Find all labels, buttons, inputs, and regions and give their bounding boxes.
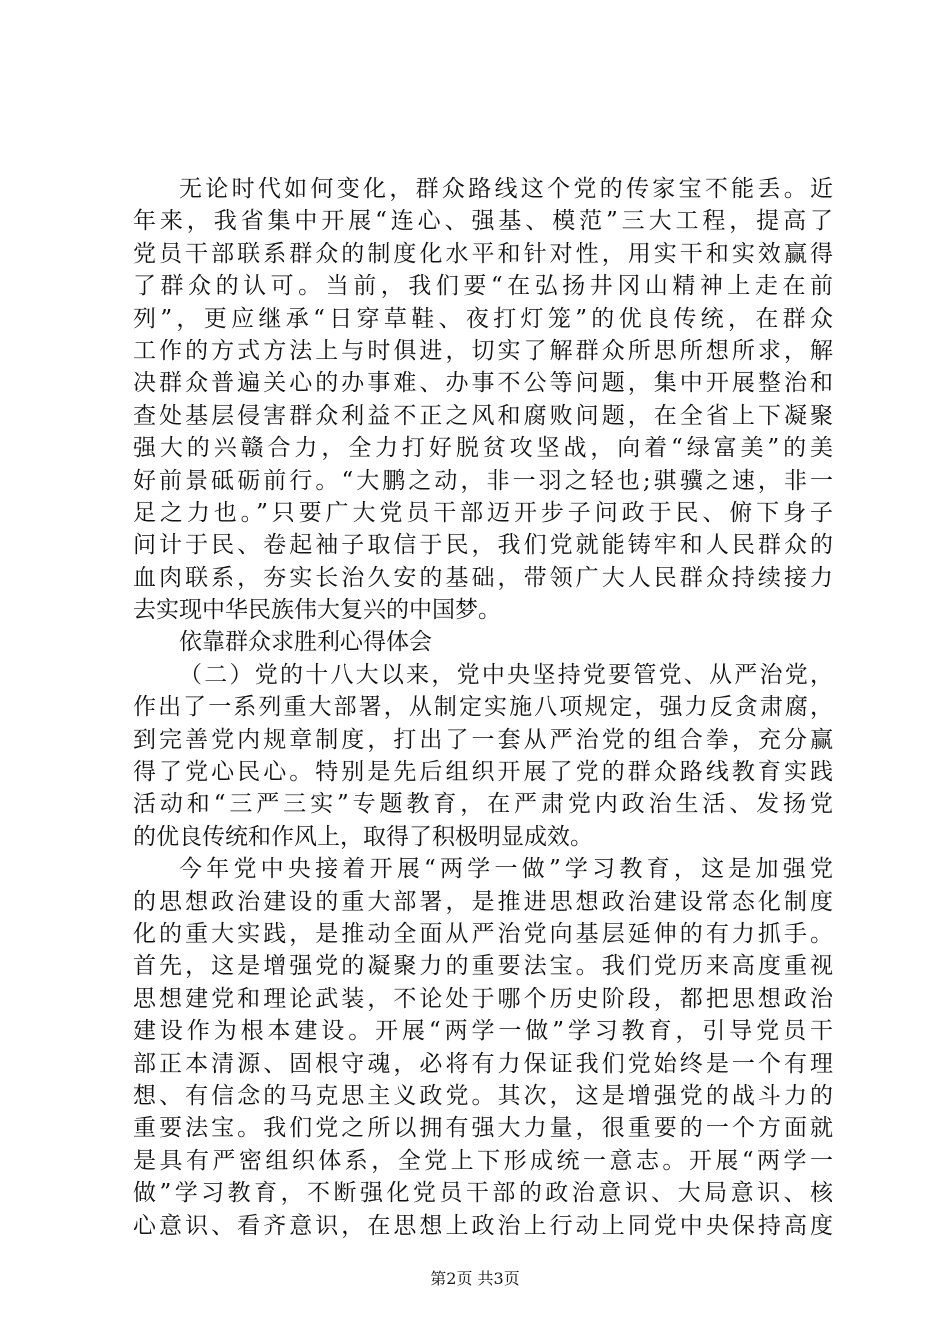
text-line: 部正本清源、固根守魂，必将有力保证我们党始终是一个有理: [133, 1050, 833, 1077]
text-line: 思想建党和理论武装，不论处于哪个历史阶段，都把思想政治: [133, 985, 833, 1012]
text-line: 建设作为根本建设。开展“两学一做”学习教育，引导党员干: [133, 1018, 833, 1045]
text-line: 心意识、看齐意识，在思想上政治上行动上同党中央保持高度: [133, 1212, 833, 1239]
paragraph-3: [133, 853, 833, 1242]
text-line: 作出了一系列重大部署，从制定实施八项规定，强力反贪肃腐，: [133, 694, 833, 721]
text-line: 决群众普遍关心的办事难、办事不公等问题，集中开展整治和: [133, 370, 833, 397]
section-heading: 依靠群众求胜利心得体会: [179, 629, 432, 656]
text-line: 今年党中央接着开展“两学一做”学习教育，这是加强党: [179, 856, 833, 883]
text-line: 活动和“三严三实”专题教育，在严肃党内政治生活、发扬党: [133, 791, 833, 818]
text-line: 化的重大实践，是推动全面从严治党向基层延伸的有力抓手。: [133, 920, 833, 947]
paragraph-2: [133, 659, 833, 853]
text-line: 党员干部联系群众的制度化水平和针对性，用实干和实效赢得: [133, 240, 833, 267]
page-footer: [0, 1269, 950, 1289]
text-line: 血肉联系，夯实长治久安的基础，带领广大人民群众持续接力: [133, 564, 833, 591]
text-line: 想、有信念的马克思主义政党。其次，这是增强党的战斗力的: [133, 1082, 833, 1109]
text-line: 首先，这是增强党的凝聚力的重要法宝。我们党历来高度重视: [133, 953, 833, 980]
text-line: 无论时代如何变化，群众路线这个党的传家宝不能丢。近: [179, 176, 833, 202]
text-line: 做”学习教育，不断强化党员干部的政治意识、大局意识、核: [133, 1180, 833, 1207]
text-line: 得了党心民心。特别是先后组织开展了党的群众路线教育实践: [133, 759, 833, 786]
text-line: 的优良传统和作风上，取得了积极明显成效。: [133, 823, 593, 850]
text-line: 重要法宝。我们党之所以拥有强大力量，很重要的一个方面就: [133, 1115, 833, 1142]
text-line: 强大的兴赣合力，全力打好脱贫攻坚战，向着“绿富美”的美: [133, 435, 833, 462]
text-line: 足之力也。”只要广大党员干部迈开步子问政于民、俯下身子: [133, 499, 833, 526]
text-line: 查处基层侵害群众利益不正之风和腐败问题，在全省上下凝聚: [133, 402, 833, 429]
page-number: 第2页 共3页: [430, 1269, 520, 1288]
text-line: 好前景砥砺前行。“大鹏之动，非一羽之轻也;骐骥之速，非一: [133, 467, 833, 494]
text-line: 年来，我省集中开展“连心、强基、模范”三大工程，提高了: [133, 208, 833, 235]
text-line: 问计于民、卷起袖子取信于民，我们党就能铸牢和人民群众的: [133, 532, 833, 559]
text-line: 的思想政治建设的重大部署，是推进思想政治建设常态化制度: [133, 888, 833, 915]
paragraph-1: [133, 173, 833, 626]
text-line: 是具有严密组织体系，全党上下形成统一意志。开展“两学一: [133, 1147, 833, 1174]
text-line: 列”，更应继承“日穿草鞋、夜打灯笼”的优良传统，在群众: [133, 305, 833, 332]
text-line: （二）党的十八大以来，党中央坚持党要管党、从严治党，: [179, 661, 833, 688]
text-line: 工作的方式方法上与时俱进，切实了解群众所思所想所求，解: [133, 337, 833, 364]
text-line: 去实现中华民族伟大复兴的中国梦。: [133, 597, 501, 624]
text-line: 到完善党内规章制度，打出了一套从严治党的组合拳，充分赢: [133, 726, 833, 753]
text-line: 了群众的认可。当前，我们要“在弘扬井冈山精神上走在前: [133, 273, 833, 300]
document-body: [133, 173, 833, 1242]
